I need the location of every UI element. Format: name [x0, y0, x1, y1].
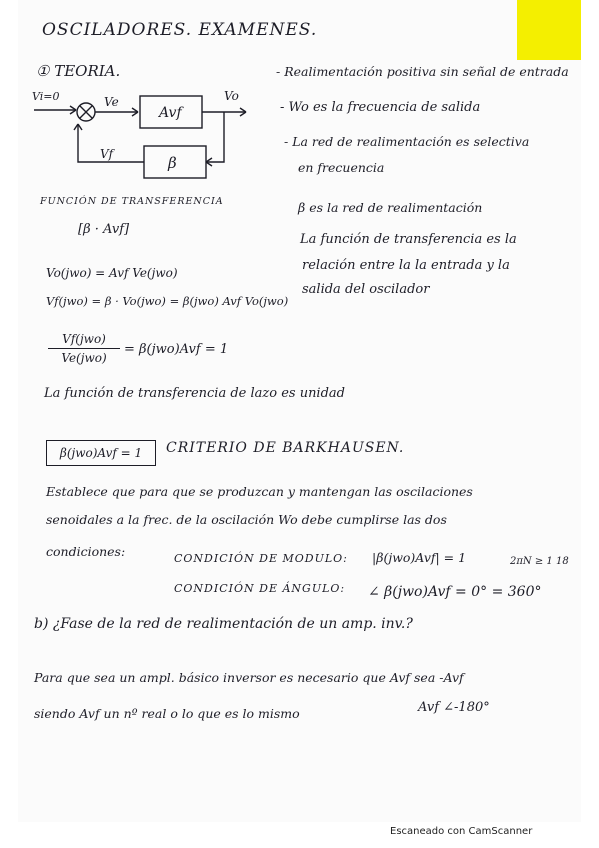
note-line: relación entre la la entrada y la [302, 258, 510, 273]
vo-label: Vo [224, 89, 239, 103]
note-line: salida del oscilador [302, 282, 430, 297]
equation-vo: Vo(jwo) = Avf Ve(jwo) [46, 266, 178, 280]
module-condition-note: 2πN ≥ 1 18 [510, 556, 569, 567]
answer-angle: Avf ∠-180° [418, 700, 490, 715]
answer-line: siendo Avf un nº real o lo que es lo mismo [34, 706, 300, 721]
fraction-numerator: Vf(jwo) [62, 332, 106, 346]
sticky-note [517, 0, 581, 60]
loop-gain-fraction [48, 332, 120, 365]
note-line: La función de transferencia es la [300, 232, 517, 247]
phase-condition-label: CONDICIÓN DE ÁNGULO: [174, 582, 346, 595]
criterion-text: Establece que para que se produzcan y mantengan las oscilaciones [46, 484, 473, 499]
loop-statement: La función de transferencia de lazo es unidad [44, 386, 345, 401]
module-condition-value: |β(jwo)Avf| = 1 [372, 550, 467, 565]
note-line: - La red de realimentación es selectiva [284, 134, 530, 149]
section-heading: ① TEORIA. [36, 62, 121, 80]
note-line: en frecuencia [298, 160, 385, 175]
feedback-line [206, 112, 224, 162]
question-b: b) ¿Fase de la red de realimentación de un amp. inv.? [34, 616, 413, 632]
feedback-block-diagram [28, 84, 253, 194]
fraction-result: = β(jwo)Avf = 1 [124, 342, 229, 357]
note-line: - Realimentación positiva sin señal de entrada [276, 64, 569, 79]
vf-label: Vf [100, 147, 114, 161]
note-line: - Wo es la frecuencia de salida [280, 100, 481, 115]
transfer-heading: FUNCIÓN DE TRANSFERENCIA [40, 196, 224, 207]
answer-line: Para que sea un ampl. básico inversor es necesario que Avf sea -Avf [34, 670, 464, 685]
fraction-bar [48, 348, 120, 349]
avf-label: Avf [159, 105, 182, 121]
note-line: β es la red de realimentación [298, 200, 483, 215]
criterion-text: senoidales a la frec. de la oscilación Wo debe cumplirse las dos [46, 512, 447, 527]
transfer-expression: [β · Avf] [78, 222, 130, 237]
equation-vf: Vf(jwo) = β · Vo(jwo) = β(jwo) Avf Vo(jwo) [46, 294, 289, 308]
criterion-name: CRITERIO DE BARKHAUSEN. [166, 440, 405, 456]
module-condition-label: CONDICIÓN DE MODULO: [174, 552, 348, 565]
phase-condition-value: ∠ β(jwo)Avf = 0° = 360° [368, 584, 542, 600]
criterion-text: condiciones: [46, 544, 126, 559]
beta-label: β [168, 154, 177, 172]
vi-label: Vi=0 [32, 90, 60, 103]
scanner-watermark: Escaneado con CamScanner [390, 826, 533, 837]
barkhausen-box: β(jwo)Avf = 1 [46, 440, 156, 466]
ve-label: Ve [104, 95, 119, 109]
fraction-denominator: Ve(jwo) [61, 351, 107, 365]
page-title: OSCILADORES. EXAMENES. [42, 20, 318, 40]
